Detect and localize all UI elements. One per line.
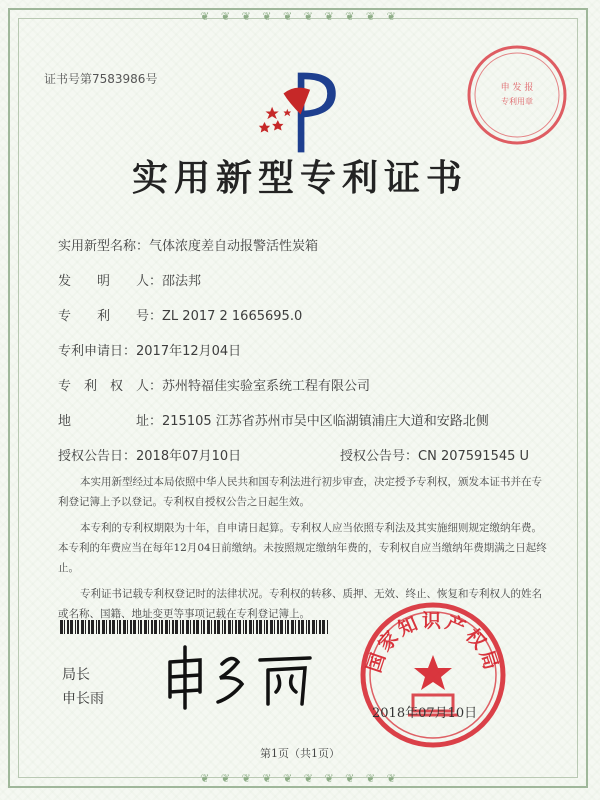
barcode-bar xyxy=(127,620,128,634)
barcode-bar xyxy=(322,620,325,634)
barcode-bar xyxy=(243,620,244,634)
barcode-bar xyxy=(291,620,294,634)
barcode-bar xyxy=(159,620,160,634)
barcode-bar xyxy=(207,620,210,634)
field-value: ZL 2017 2 1665695.0 xyxy=(162,309,303,324)
barcode-bar xyxy=(203,620,205,634)
barcode-bar xyxy=(60,620,63,634)
barcode-bar xyxy=(64,620,65,634)
barcode-bar xyxy=(266,620,268,634)
barcode-bar xyxy=(319,620,321,634)
barcode-bar xyxy=(123,620,126,634)
barcode-bar xyxy=(232,620,233,634)
grant-number-row xyxy=(340,445,529,464)
field-value: 邵法邦 xyxy=(162,274,202,289)
field-label: 专 利 权 人： xyxy=(58,379,163,394)
barcode-bar xyxy=(190,620,191,634)
barcode-bar xyxy=(201,620,202,634)
barcode-bar xyxy=(238,620,241,634)
barcode-bar xyxy=(312,620,315,634)
barcode-bar xyxy=(211,620,212,634)
barcode-bar xyxy=(182,620,184,634)
director-signature xyxy=(160,642,320,712)
barcode-bar xyxy=(102,620,105,634)
barcode-bar xyxy=(285,620,286,634)
barcode-bar xyxy=(193,620,195,634)
barcode-bar xyxy=(144,620,147,634)
barcode-bar xyxy=(180,620,181,634)
barcode-bar xyxy=(259,620,262,634)
barcode-bar xyxy=(165,620,168,634)
barcode-bar xyxy=(217,620,220,634)
barcode-bar xyxy=(301,620,304,634)
certificate-number: 证书号第7583986号 xyxy=(44,72,158,86)
barcode-bar xyxy=(81,620,84,634)
seal-date: 2018年07月10日 xyxy=(372,706,478,721)
field-value: 2017年12月04日 xyxy=(136,344,242,359)
barcode-bar xyxy=(175,620,178,634)
field-patentee-row xyxy=(58,375,370,394)
barcode-bar xyxy=(119,620,121,634)
barcode-bar xyxy=(253,620,254,634)
field-label: 实用新型名称： xyxy=(58,239,150,254)
barcode-bar xyxy=(138,620,139,634)
bottom-ornament: ❦ ❦ ❦ ❦ ❦ ❦ ❦ ❦ ❦ ❦ xyxy=(200,772,400,785)
barcode-bar xyxy=(270,620,273,634)
barcode-bar xyxy=(112,620,115,634)
field-name-row xyxy=(58,235,318,254)
barcode-bar xyxy=(249,620,252,634)
body-paragraph: 专利证书记载专利权登记时的法律状况。专利权的转移、质押、无效、终止、恢复和专利权人的姓名或名称、国籍、地址变更等事项记载在专利登记簿上。 xyxy=(58,588,543,620)
barcode-bar xyxy=(245,620,247,634)
barcode-bar xyxy=(91,620,94,634)
small-red-seal xyxy=(462,40,572,150)
barcode-bar xyxy=(151,620,153,634)
grant-date-label: 授权公告日： xyxy=(58,449,137,464)
barcode-bar xyxy=(117,620,118,634)
barcode-bar xyxy=(316,620,317,634)
barcode-bar xyxy=(214,620,216,634)
grant-number-label: 授权公告号： xyxy=(340,449,419,464)
barcode-bar xyxy=(228,620,231,634)
barcode-bar xyxy=(98,620,100,634)
field-value: 苏州特福佳实验室系统工程有限公司 xyxy=(162,379,371,394)
barcode-bar xyxy=(235,620,237,634)
barcode-bar xyxy=(75,620,76,634)
body-paragraph: 本实用新型经过本局依照中华人民共和国专利法进行初步审查，决定授予专利权，颁发本证书并在专利登记簿上予以登记。专利权自授权公告之日起生效。 xyxy=(58,476,543,508)
barcode-bar xyxy=(133,620,136,634)
grant-date-value: 2018年07月10日 xyxy=(136,449,242,464)
barcode-bar xyxy=(140,620,142,634)
barcode-bar xyxy=(280,620,283,634)
field-label: 专利申请日： xyxy=(58,344,137,359)
grant-number-value: CN 207591545 U xyxy=(418,449,530,464)
svg-text:专利用章: 专利用章 xyxy=(501,97,533,106)
field-address-row xyxy=(58,410,489,429)
barcode-bar xyxy=(169,620,170,634)
grant-date-row xyxy=(58,445,241,464)
barcode-bar xyxy=(222,620,223,634)
barcode-bar xyxy=(327,620,328,634)
field-value: 气体浓度差自动报警活性炭箱 xyxy=(149,239,319,254)
patent-office-logo-icon xyxy=(255,65,350,160)
barcode-bar xyxy=(256,620,258,634)
barcode-bar xyxy=(77,620,79,634)
director-name: 申长雨 xyxy=(62,691,104,707)
barcode-bar xyxy=(298,620,300,634)
barcode-bar xyxy=(88,620,90,634)
field-application-date-row xyxy=(58,340,241,359)
top-ornament: ❦ ❦ ❦ ❦ ❦ ❦ ❦ ❦ ❦ ❦ xyxy=(200,10,400,23)
barcode-bar xyxy=(96,620,97,634)
barcode-bar xyxy=(224,620,226,634)
barcode-bar xyxy=(295,620,296,634)
page-number: 第1页（共1页） xyxy=(260,747,340,760)
barcode-bar xyxy=(70,620,73,634)
field-label: 发 明 人： xyxy=(58,274,163,289)
svg-text:申 发 报: 申 发 报 xyxy=(500,83,534,93)
barcode-bar xyxy=(306,620,307,634)
barcode-bar xyxy=(308,620,310,634)
barcode-bar xyxy=(287,620,289,634)
barcode-bar xyxy=(130,620,132,634)
barcode-bar xyxy=(264,620,265,634)
field-patent-number-row xyxy=(58,305,302,324)
certificate-title: 实用新型专利证书 xyxy=(131,157,468,199)
barcode-bar xyxy=(196,620,199,634)
field-label: 专 利 号： xyxy=(58,309,163,324)
state-ip-office-seal xyxy=(358,600,508,750)
barcode-bar xyxy=(161,620,163,634)
body-paragraph: 本专利的专利权期限为十年，自申请日起算。专利权人应当依照专利法及其实施细则规定缴纳年费。本专利的年费应当在每年12月04日前缴纳。未按照规定缴纳年费的，专利权自应当缴纳年费期满之日起终止。 xyxy=(58,522,547,574)
barcode-bar xyxy=(274,620,275,634)
barcode-bar xyxy=(277,620,279,634)
barcode-bar xyxy=(172,620,174,634)
director-title: 局长 xyxy=(62,667,90,683)
seal-text: 国家知识产权局 xyxy=(363,610,503,676)
barcode-bar xyxy=(109,620,111,634)
field-value: 215105 江苏省苏州市吴中区临湖镇浦庄大道和安路北侧 xyxy=(162,414,489,429)
barcode xyxy=(60,620,330,634)
barcode-bar xyxy=(106,620,107,634)
barcode-bar xyxy=(154,620,157,634)
field-inventor-row xyxy=(58,270,201,289)
barcode-bar xyxy=(186,620,189,634)
barcode-bar xyxy=(67,620,69,634)
field-label: 地 址： xyxy=(58,414,163,429)
barcode-bar xyxy=(85,620,86,634)
barcode-bar xyxy=(148,620,149,634)
